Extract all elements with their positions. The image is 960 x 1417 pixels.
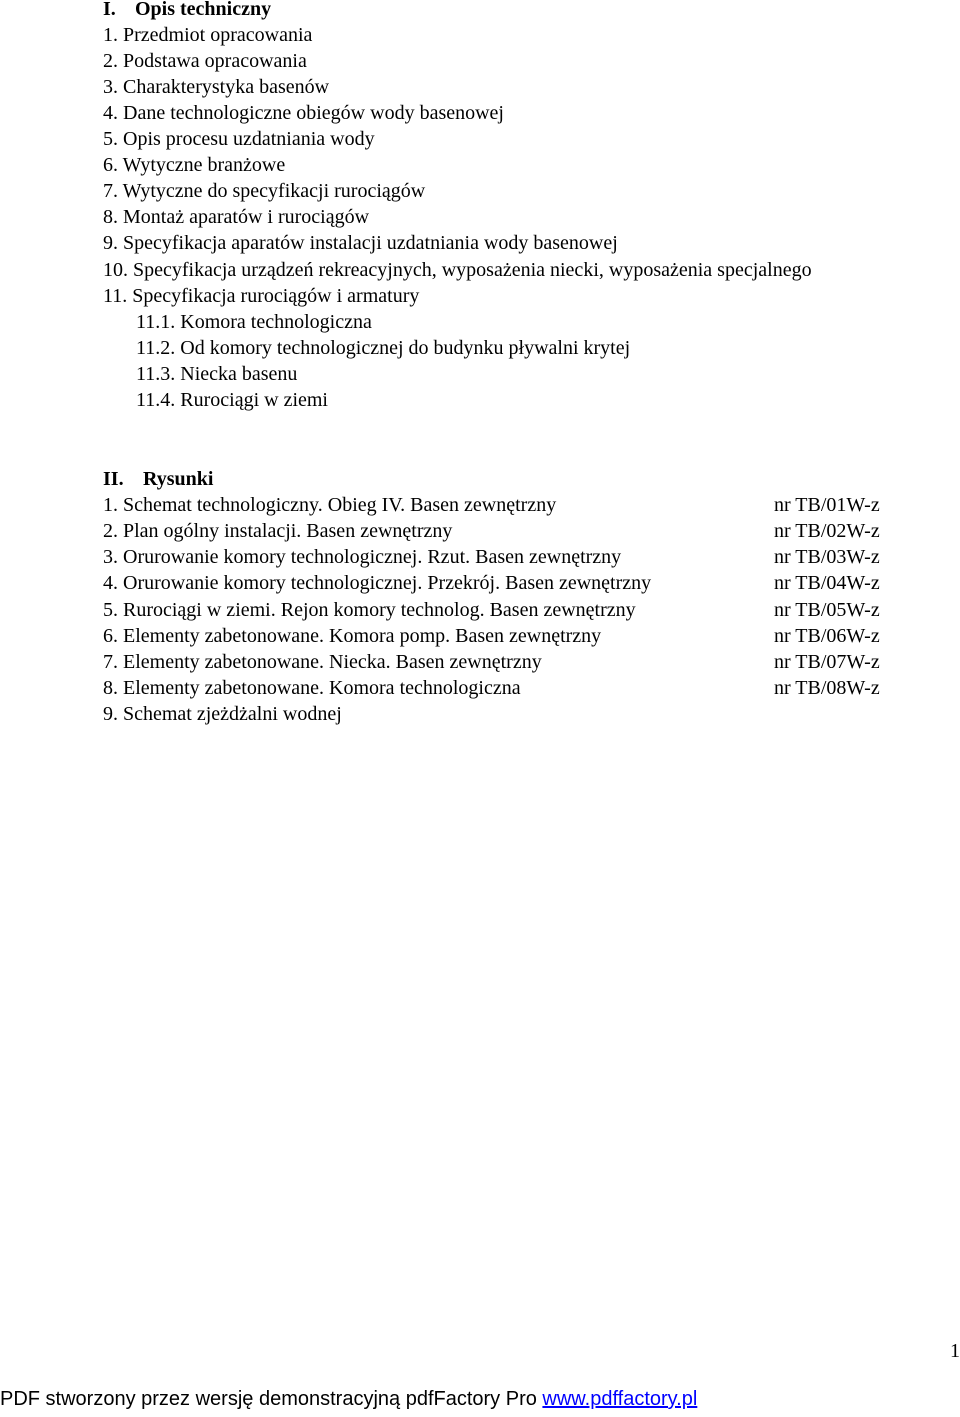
section-1-title: Opis techniczny — [135, 0, 272, 20]
pdf-footer — [0, 1386, 697, 1412]
toc-item: 2. Podstawa opracowania — [103, 50, 307, 72]
drawing-code: nr TB/02W-z — [774, 520, 880, 542]
drawing-code: nr TB/04W-z — [774, 572, 880, 594]
toc-item: 7. Wytyczne do specyfikacji rurociągów — [103, 180, 426, 202]
toc-item: 8. Montaż aparatów i rurociągów — [103, 206, 370, 228]
drawing-code: nr TB/03W-z — [774, 546, 880, 568]
toc-item: 9. Specyfikacja aparatów instalacji uzdatniania wody basenowej — [103, 232, 618, 254]
toc-item: 3. Charakterystyka basenów — [103, 76, 330, 98]
toc-item: 4. Dane technologiczne obiegów wody basenowej — [103, 102, 504, 124]
drawing-code: nr TB/06W-z — [774, 625, 880, 647]
section-1-number: I. — [103, 0, 116, 20]
toc-item: 6. Wytyczne branżowe — [103, 154, 286, 176]
drawing-title: 7. Elementy zabetonowane. Niecka. Basen zewnętrzny — [103, 651, 542, 673]
toc-item: 1. Przedmiot opracowania — [103, 24, 313, 46]
drawing-title: 6. Elementy zabetonowane. Komora pomp. Basen zewnętrzny — [103, 625, 602, 647]
drawing-title: 3. Orurowanie komory technologicznej. Rzut. Basen zewnętrzny — [103, 546, 622, 568]
section-1-heading — [103, 0, 271, 22]
drawing-title: 8. Elementy zabetonowane. Komora technologiczna — [103, 677, 521, 699]
drawing-title: 2. Plan ogólny instalacji. Basen zewnętrzny — [103, 520, 453, 542]
section-2-heading — [103, 466, 213, 492]
toc-subitem: 11.1. Komora technologiczna — [136, 311, 372, 333]
footer-text: PDF stworzony przez wersję demonstracyjną pdfFactory Pro — [0, 1388, 543, 1410]
section-2-title: Rysunki — [143, 468, 214, 490]
toc-item: 11. Specyfikacja rurociągów i armatury — [103, 285, 420, 307]
drawing-title: 1. Schemat technologiczny. Obieg IV. Basen zewnętrzny — [103, 494, 557, 516]
drawing-title: 9. Schemat zjeżdżalni wodnej — [103, 703, 342, 725]
drawing-code: nr TB/08W-z — [774, 677, 880, 699]
drawing-code: nr TB/05W-z — [774, 599, 880, 621]
page-number: 1 — [950, 1340, 960, 1362]
toc-subitem: 11.3. Niecka basenu — [136, 363, 298, 385]
drawing-code: nr TB/07W-z — [774, 651, 880, 673]
toc-subitem: 11.4. Rurociągi w ziemi — [136, 389, 328, 411]
toc-item: 5. Opis procesu uzdatniania wody — [103, 128, 375, 150]
drawing-code: nr TB/01W-z — [774, 494, 880, 516]
drawing-title: 5. Rurociągi w ziemi. Rejon komory technolog. Basen zewnętrzny — [103, 599, 636, 621]
toc-item: 10. Specyfikacja urządzeń rekreacyjnych, wyposażenia niecki, wyposażenia specjalnego — [103, 259, 812, 281]
drawing-title: 4. Orurowanie komory technologicznej. Przekrój. Basen zewnętrzny — [103, 572, 652, 594]
toc-subitem: 11.2. Od komory technologicznej do budynku pływalni krytej — [136, 337, 631, 359]
section-2-number: II. — [103, 468, 124, 490]
footer-link[interactable]: www.pdffactory.pl — [542, 1388, 698, 1410]
